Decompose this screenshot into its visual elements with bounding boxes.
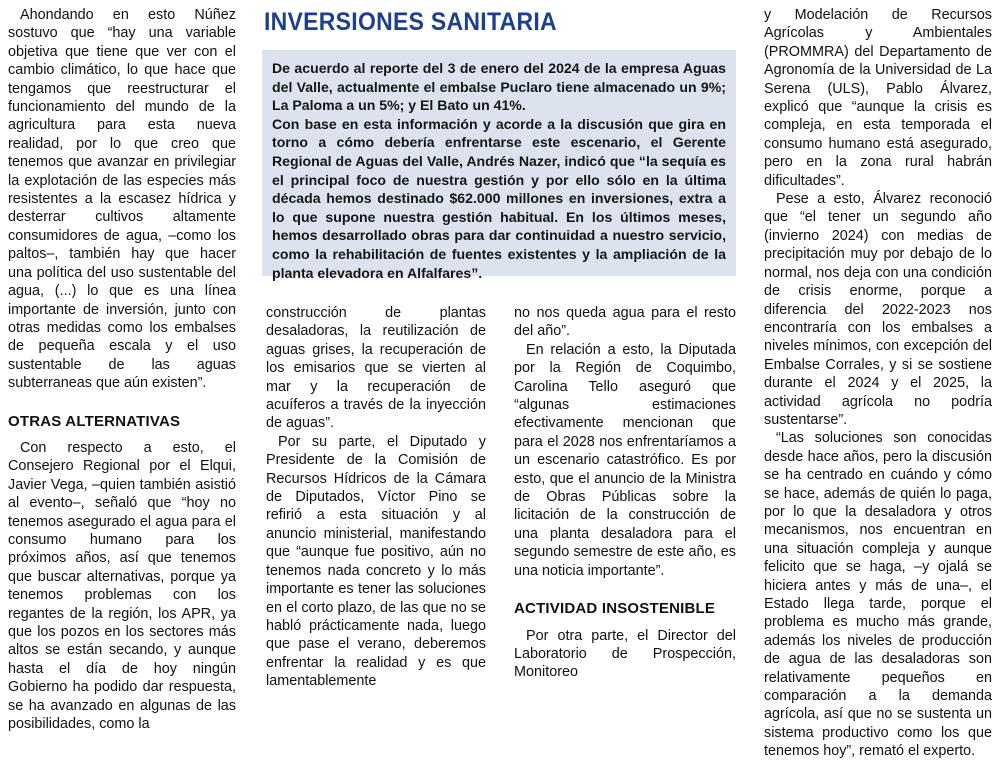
paragraph: Por otra parte, el Director del Laboratorio de Prospección, Monitoreo [514,627,736,681]
paragraph: Pese a esto, Álvarez reconoció que “el tener un segundo año (invierno 2024) con medias de precipitación muy por debajo de lo normal, nos deja con una condición de crisis enorme, porque a diferencia del 2022-2023 nos encontraría con los embalses a niveles mínimos, con excepción del Embalse Corrales, y si se sostiene durante el 2024 y el 2025, la actividad agrícola no podría sustentarse”. [764,191,992,428]
paragraph: construcción de plantas desaladoras, la reutilización de aguas grises, la recuperación de los emisarios que se vierten al mar y la recuperación de acuíferos a través de la inyección de aguas”. [266,305,486,432]
paragraph: y Modelación de Recursos Agrícolas y Ambientales (PROMMRA) del Departamento de Agronomía de la Universidad de La Serena (ULS), Pablo Álvarez, explicó que “aunque la crisis es compleja, en esta temporada el consumo humano está asegurado, pero en la zona rural habrán dificultades”. [764,7,992,189]
paragraph: Con respecto a esto, el Consejero Regional por el Elqui, Javier Vega, –quien también asistió al evento–, señaló que “hoy no tenemos asegurado el agua para el consumo humano para los próximos años, así que tenemos que buscar alternativas, porque ya tenemos problemas con los regantes de la región, los APR, ya que los pozos en los sectores más altos se están secando, y aunque hasta el día de hoy ningún Gobierno ha podido dar respuesta, se ha avanzado en algunas de las posibilidades, como la [8,439,236,733]
paragraph: Por su parte, el Diputado y Presidente de la Comisión de Recursos Hídricos de la Cámara de Diputados, Víctor Pino se refirió a esta situación y al anuncio ministerial, manifestando que “aunque fue positivo, aún no tenemos nada concreto y lo más importante es tener las soluciones en el corto plazo, de las que no se habló prácticamente nada, luego que pase el verano, deberemos enfrentar la realidad y es que lamentablemente [266,433,486,690]
column-2 [266,304,486,691]
column-3 [514,304,736,682]
paragraph: “Las soluciones son conocidas desde hace años, pero la discusión se ha centrado en cuándo y cómo se hace, además de quién lo paga, por lo que la desaladora y otros mecanismos, nos encuentran en una situación compleja y aunque felicito que se haga, –y ojalá se hiciera antes y más de una–, el Estado llega tarde, porque el problema es mucho más grande, además los niveles de producción de agua de las desaladoras son relativamente pequeños en comparación a la demanda agrícola, así que no se sustenta un sistema productivo como los que tenemos hoy”, remató el experto. [764,430,992,760]
section-heading: ACTIVIDAD INSOSTENIBLE [514,600,716,618]
column-1 [8,6,236,733]
column-4 [764,6,992,761]
paragraph: Ahondando en esto Núñez sostuvo que “hay una variable objetiva que tiene que ver con el cambio climático, lo que hace que tengamos que reestructurar el funcionamiento del mundo de la agricultura para esta nueva realidad, por lo que creo que tenemos que avanzar en privilegiar la explotación de las especies más resistentes a la escasez hídrica y desterrar cultivos altamente consumidores de agua, –como los paltos–, también hay que hacer una política del uso sustentable del agua, (...) lo que es una línea importante de inversión, junto con otras medidas como los embalses de pequeña escala y el uso sustentable de las aguas subterraneas que aún existen”. [8,7,236,392]
section-title: INVERSIONES SANITARIA [264,8,557,36]
highlight-box [262,50,736,281]
paragraph: no nos queda agua para el resto del año”. [514,305,736,340]
box-paragraph: Con base en esta información y acorde a la discusión que gira en torno a cómo debería enfrentarse este escenario, el Gerente Regional de Aguas del Valle, Andrés Nazer, indicó que “la sequía es el principal foco de nuestra gestión y por ello sólo en la última década hemos destinado $62.000 millones en inversiones, extra a lo que supone nuestra gestión habitual. En los últimos meses, hemos desarrollado obras para dar continuidad a nuestro servicio, como la rehabilitación de fuentes existentes y la ampliación de la planta elevadora en Alfalfares”. [272,115,726,281]
section-heading: OTRAS ALTERNATIVAS [8,412,181,430]
paragraph: En relación a esto, la Diputada por la Región de Coquimbo, Carolina Tello aseguró que “algunas estimaciones efectivamente mencionan que para el 2028 nos enfrentaríamos a un escenario catastrófico. Es por esto, que el anuncio de la Ministra de Obras Públicas sobre la licitación de la construcción de una planta desaladora para el segundo semestre de este año, es una noticia importante”. [514,341,736,579]
box-paragraph: De acuerdo al reporte del 3 de enero del 2024 de la empresa Aguas del Valle, actualmente el embalse Puclaro tiene almacenado un 9%; La Paloma a un 5%; y El Bato un 41%. [272,60,726,114]
